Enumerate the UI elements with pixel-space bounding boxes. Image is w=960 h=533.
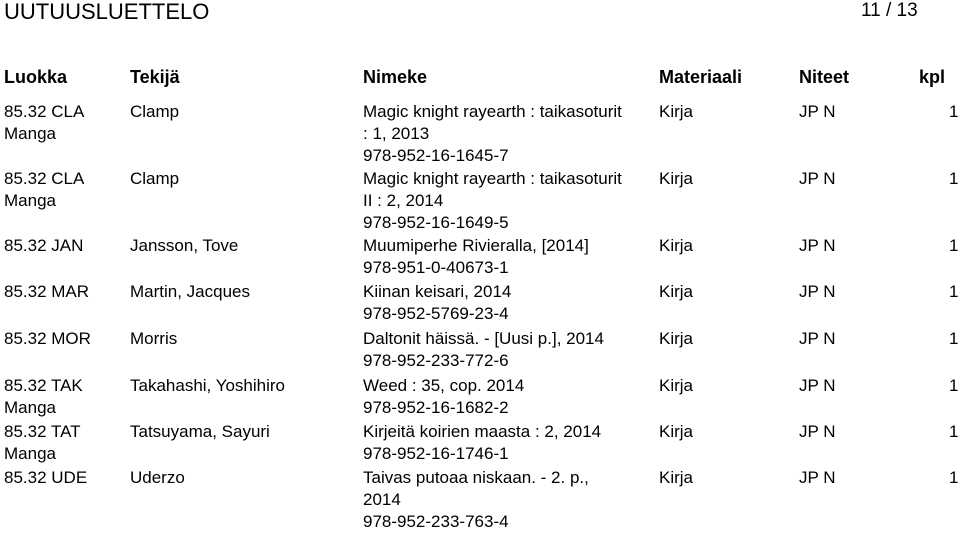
- cell-materiaali: Kirja: [659, 376, 694, 395]
- cell-luokka: Manga: [4, 191, 56, 210]
- cell-tekija: Uderzo: [130, 468, 185, 487]
- cell-luokka: 85.32 MAR: [4, 282, 90, 301]
- column-header-tekija: Tekijä: [130, 67, 180, 87]
- column-header-materiaali: Materiaali: [659, 67, 743, 87]
- cell-tekija: Martin, Jacques: [130, 282, 250, 301]
- cell-kpl: 1: [949, 169, 959, 188]
- cell-nimeke: 2014: [363, 490, 401, 509]
- cell-kpl: 1: [949, 236, 959, 255]
- column-header-nimeke: Nimeke: [363, 67, 428, 87]
- cell-materiaali: Kirja: [659, 422, 694, 441]
- cell-tekija: Morris: [130, 329, 178, 348]
- cell-nimeke: 978-951-0-40673-1: [363, 258, 509, 277]
- cell-luokka: Manga: [4, 398, 56, 417]
- cell-nimeke: Muumiperhe Rivieralla, [2014]: [363, 236, 589, 255]
- page-indicator: 11 / 13: [861, 0, 918, 21]
- cell-niteet: JP N: [799, 169, 836, 188]
- cell-tekija: Jansson, Tove: [130, 236, 239, 255]
- cell-nimeke: Daltonit häissä. - [Uusi p.], 2014: [363, 329, 604, 348]
- page-title: UUTUUSLUETTELO: [4, 0, 210, 24]
- cell-luokka: 85.32 JAN: [4, 236, 84, 255]
- cell-kpl: 1: [949, 422, 959, 441]
- cell-kpl: 1: [949, 468, 959, 487]
- cell-kpl: 1: [949, 376, 959, 395]
- cell-luokka: 85.32 CLA: [4, 102, 85, 121]
- cell-luokka: Manga: [4, 444, 56, 463]
- cell-nimeke: Kiinan keisari, 2014: [363, 282, 512, 301]
- cell-tekija: Clamp: [130, 102, 180, 121]
- cell-nimeke: : 1, 2013: [363, 124, 430, 143]
- column-header-luokka: Luokka: [4, 67, 68, 87]
- cell-nimeke: 978-952-16-1645-7: [363, 146, 509, 165]
- cell-materiaali: Kirja: [659, 169, 694, 188]
- cell-nimeke: 978-952-16-1746-1: [363, 444, 509, 463]
- cell-niteet: JP N: [799, 468, 836, 487]
- cell-luokka: 85.32 UDE: [4, 468, 88, 487]
- cell-tekija: Takahashi, Yoshihiro: [130, 376, 286, 395]
- cell-luokka: Manga: [4, 124, 56, 143]
- cell-niteet: JP N: [799, 236, 836, 255]
- cell-tekija: Tatsuyama, Sayuri: [130, 422, 270, 441]
- cell-nimeke: 978-952-5769-23-4: [363, 304, 509, 323]
- cell-nimeke: Magic knight rayearth : taikasoturit: [363, 102, 622, 121]
- column-header-kpl: kpl: [919, 67, 946, 87]
- cell-nimeke: Weed : 35, cop. 2014: [363, 376, 525, 395]
- cell-niteet: JP N: [799, 329, 836, 348]
- cell-kpl: 1: [949, 329, 959, 348]
- cell-tekija: Clamp: [130, 169, 180, 188]
- cell-kpl: 1: [949, 282, 959, 301]
- cell-materiaali: Kirja: [659, 236, 694, 255]
- cell-niteet: JP N: [799, 282, 836, 301]
- cell-nimeke: Taivas putoaa niskaan. - 2. p.,: [363, 468, 589, 487]
- cell-materiaali: Kirja: [659, 102, 694, 121]
- cell-nimeke: 978-952-233-772-6: [363, 351, 509, 370]
- cell-materiaali: Kirja: [659, 329, 694, 348]
- cell-kpl: 1: [949, 102, 959, 121]
- cell-nimeke: Kirjeitä koirien maasta : 2, 2014: [363, 422, 602, 441]
- cell-luokka: 85.32 TAT: [4, 422, 81, 441]
- cell-nimeke: 978-952-16-1682-2: [363, 398, 509, 417]
- cell-nimeke: II : 2, 2014: [363, 191, 444, 210]
- cell-niteet: JP N: [799, 102, 836, 121]
- cell-luokka: 85.32 MOR: [4, 329, 91, 348]
- cell-niteet: JP N: [799, 376, 836, 395]
- cell-niteet: JP N: [799, 422, 836, 441]
- cell-nimeke: Magic knight rayearth : taikasoturit: [363, 169, 622, 188]
- cell-nimeke: 978-952-233-763-4: [363, 512, 509, 531]
- cell-luokka: 85.32 CLA: [4, 169, 85, 188]
- cell-nimeke: 978-952-16-1649-5: [363, 213, 509, 232]
- cell-materiaali: Kirja: [659, 282, 694, 301]
- cell-luokka: 85.32 TAK: [4, 376, 83, 395]
- column-header-niteet: Niteet: [799, 67, 850, 87]
- cell-materiaali: Kirja: [659, 468, 694, 487]
